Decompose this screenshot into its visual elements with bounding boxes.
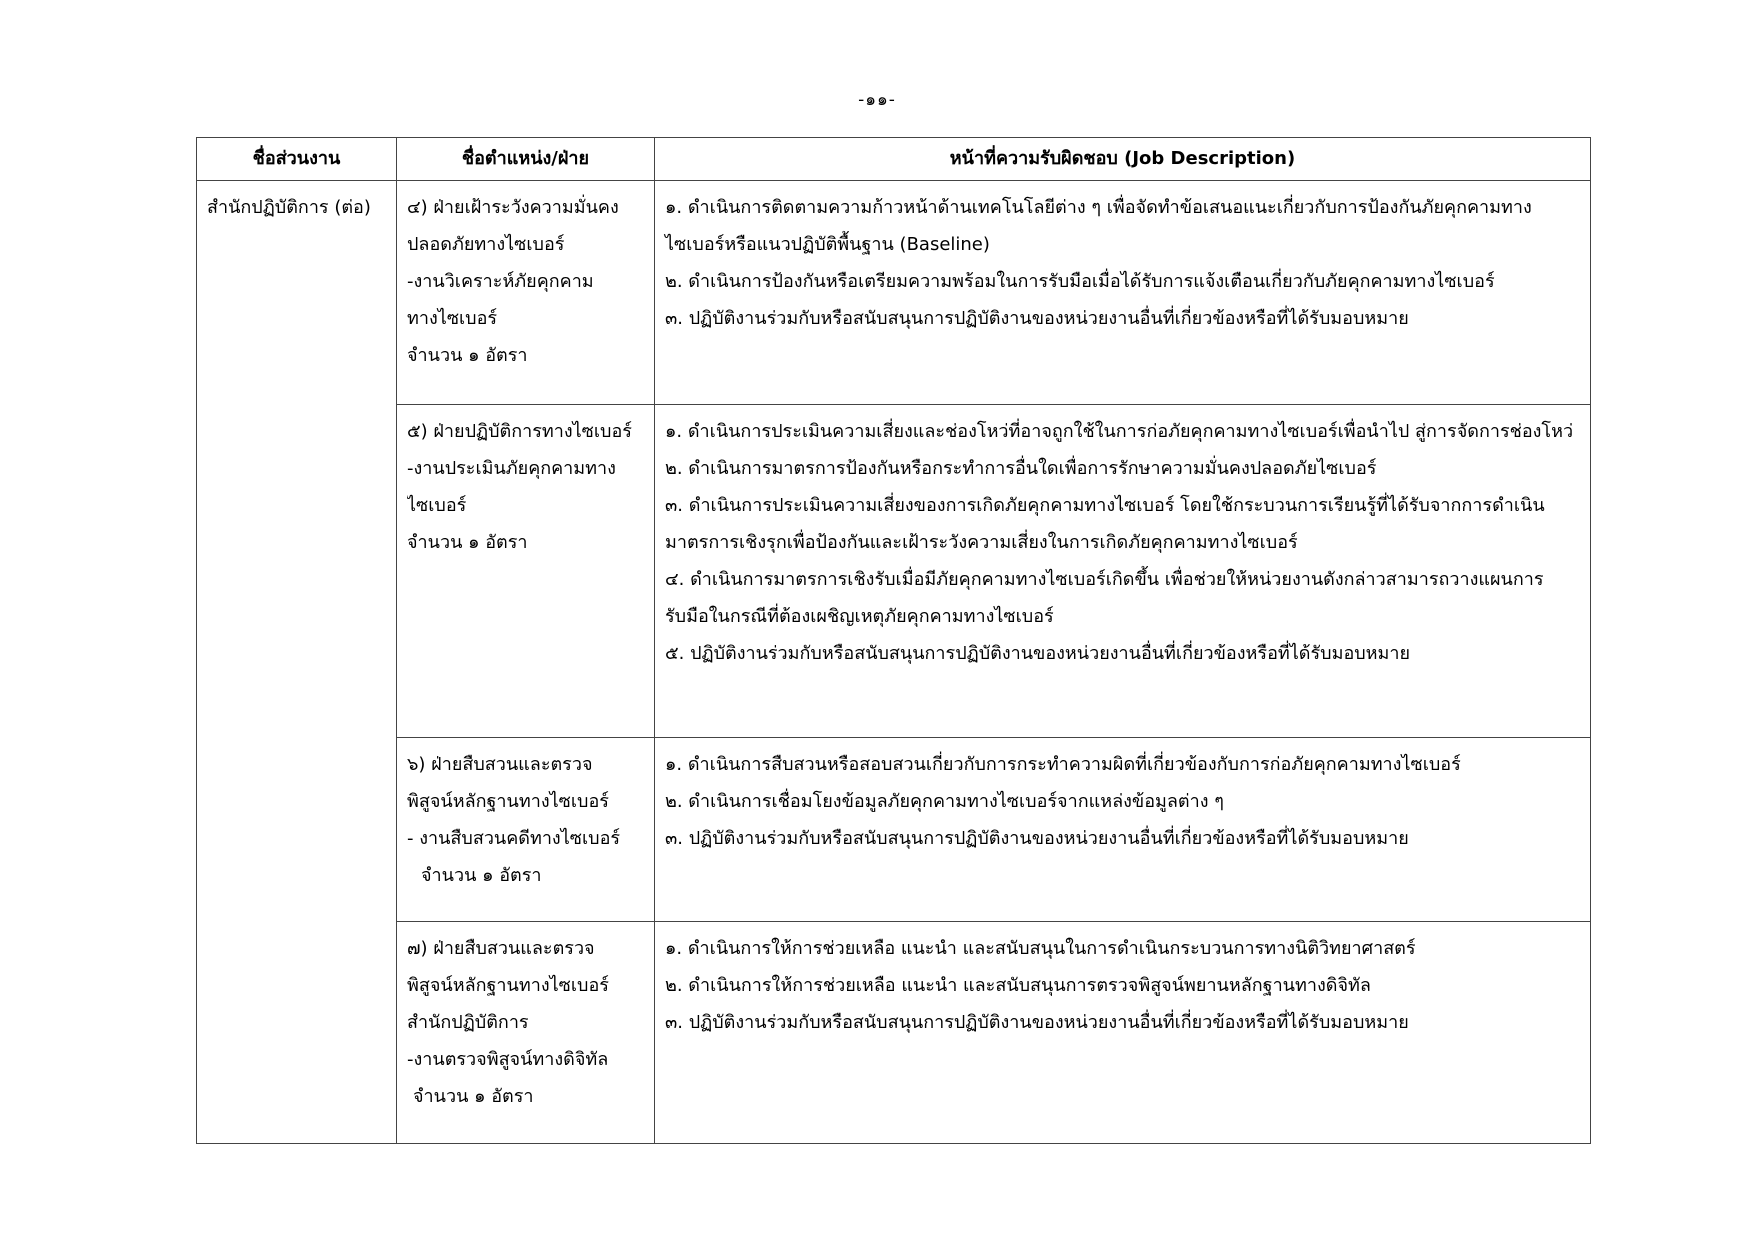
position-line: -งานวิเคราะห์ภัยคุกคาม <box>407 271 594 292</box>
duty-item: ๑. ดำเนินการสืบสวนหรือสอบสวนเกี่ยวกับการกระทำความผิดที่เกี่ยวข้องกับการก่อภัยคุกคามทางไซเบอร์ <box>665 754 1461 775</box>
unit-name: สำนักปฏิบัติการ (ต่อ) <box>207 197 371 218</box>
position-line: พิสูจน์หลักฐานทางไซเบอร์ <box>407 975 609 996</box>
position-line: ทางไซเบอร์ <box>407 308 498 329</box>
position-line: ๖) ฝ่ายสืบสวนและตรวจ <box>407 754 593 775</box>
position-cell <box>397 405 655 738</box>
job-description-table <box>196 137 1591 1144</box>
position-line: -งานประเมินภัยคุกคามทาง <box>407 458 616 479</box>
position-line: พิสูจน์หลักฐานทางไซเบอร์ <box>407 791 609 812</box>
page-number: -๑๑- <box>858 90 896 110</box>
table-header-row <box>197 138 1591 181</box>
duty-item: ๒. ดำเนินการให้การช่วยเหลือ แนะนำ และสนับสนุนการตรวจพิสูจน์พยานหลักฐานทางดิจิทัล <box>665 975 1371 996</box>
table-row <box>197 405 1591 738</box>
position-line: จำนวน ๑ อัตรา <box>407 345 528 366</box>
table-row <box>197 738 1591 922</box>
position-line: -งานตรวจพิสูจน์ทางดิจิทัล <box>407 1049 609 1070</box>
duties-cell <box>655 405 1591 738</box>
duty-item: ๑. ดำเนินการให้การช่วยเหลือ แนะนำ และสนับสนุนในการดำเนินกระบวนการทางนิติวิทยาศาสตร์ <box>665 938 1416 959</box>
position-line: ๔) ฝ่ายเฝ้าระวังความมั่นคง <box>407 197 619 218</box>
position-cell <box>397 181 655 405</box>
position-line: ปลอดภัยทางไซเบอร์ <box>407 234 565 255</box>
duty-item: ๓. ปฏิบัติงานร่วมกับหรือสนับสนุนการปฏิบัติงานของหน่วยงานอื่นที่เกี่ยวข้องหรือที่ได้รับมอบหมาย <box>665 828 1409 849</box>
table-row <box>197 922 1591 1144</box>
position-cell <box>397 922 655 1144</box>
table-row <box>197 181 1591 405</box>
duties-cell <box>655 922 1591 1144</box>
duties-cell <box>655 181 1591 405</box>
duty-item: ๔. ดำเนินการมาตรการเชิงรับเมื่อมีภัยคุกคามทางไซเบอร์เกิดขึ้น เพื่อช่วยให้หน่วยงานดังกล่าวสามารถวางแผนการรับมือในกรณีที่ต้องเผชิญเหตุภัยคุกคามทางไซเบอร์ <box>665 569 1544 627</box>
duty-item: ๒. ดำเนินการมาตรการป้องกันหรือกระทำการอื่นใดเพื่อการรักษาความมั่นคงปลอดภัยไซเบอร์ <box>665 458 1377 479</box>
position-line: จำนวน ๑ อัตรา <box>407 532 528 553</box>
duty-item: ๕. ปฏิบัติงานร่วมกับหรือสนับสนุนการปฏิบัติงานของหน่วยงานอื่นที่เกี่ยวข้องหรือที่ได้รับมอบหมาย <box>665 643 1411 664</box>
position-line: ๗) ฝ่ายสืบสวนและตรวจ <box>407 938 595 959</box>
header-unit: ชื่อส่วนงาน <box>197 138 397 181</box>
duty-item: ๒. ดำเนินการเชื่อมโยงข้อมูลภัยคุกคามทางไซเบอร์จากแหล่งข้อมูลต่าง ๆ <box>665 791 1224 812</box>
duty-item: ๓. ปฏิบัติงานร่วมกับหรือสนับสนุนการปฏิบัติงานของหน่วยงานอื่นที่เกี่ยวข้องหรือที่ได้รับมอบหมาย <box>665 1012 1409 1033</box>
duties-cell <box>655 738 1591 922</box>
position-cell <box>397 738 655 922</box>
position-line: สำนักปฏิบัติการ <box>407 1012 529 1033</box>
header-duties: หน้าที่ความรับผิดชอบ (Job Description) <box>655 138 1591 181</box>
duty-item: ๓. ดำเนินการประเมินความเสี่ยงของการเกิดภัยคุกคามทางไซเบอร์ โดยใช้กระบวนการเรียนรู้ที่ได้รับจากการดำเนินมาตรการเชิงรุกเพื่อป้องกันและเฝ้าระวังความเสี่ยงในการเกิดภัยคุกคามทางไซเบอร์ <box>665 495 1545 553</box>
position-line: จำนวน ๑ อัตรา <box>413 1086 534 1107</box>
duty-item: ๑. ดำเนินการติดตามความก้าวหน้าด้านเทคโนโลยีต่าง ๆ เพื่อจัดทำข้อเสนอแนะเกี่ยวกับการป้องกันภัยคุกคามทางไซเบอร์หรือแนวปฏิบัติพื้นฐาน (Baseline) <box>665 197 1532 255</box>
position-line: ๕) ฝ่ายปฏิบัติการทางไซเบอร์ <box>407 421 632 442</box>
duty-item: ๓. ปฏิบัติงานร่วมกับหรือสนับสนุนการปฏิบัติงานของหน่วยงานอื่นที่เกี่ยวข้องหรือที่ได้รับมอบหมาย <box>665 308 1409 329</box>
header-position: ชื่อตำแหน่ง/ฝ่าย <box>397 138 655 181</box>
position-line: ไซเบอร์ <box>407 495 467 516</box>
unit-name-cell <box>197 181 397 1144</box>
position-line: จำนวน ๑ อัตรา <box>421 865 542 886</box>
duty-item: ๑. ดำเนินการประเมินความเสี่ยงและช่องโหว่ที่อาจถูกใช้ในการก่อภัยคุกคามทางไซเบอร์เพื่อนำไป สู่การจัดการช่องโหว่ <box>665 421 1574 442</box>
position-line: - งานสืบสวนคดีทางไซเบอร์ <box>407 828 621 849</box>
duty-item: ๒. ดำเนินการป้องกันหรือเตรียมความพร้อมในการรับมือเมื่อได้รับการแจ้งเตือนเกี่ยวกับภัยคุกคามทางไซเบอร์ <box>665 271 1495 292</box>
